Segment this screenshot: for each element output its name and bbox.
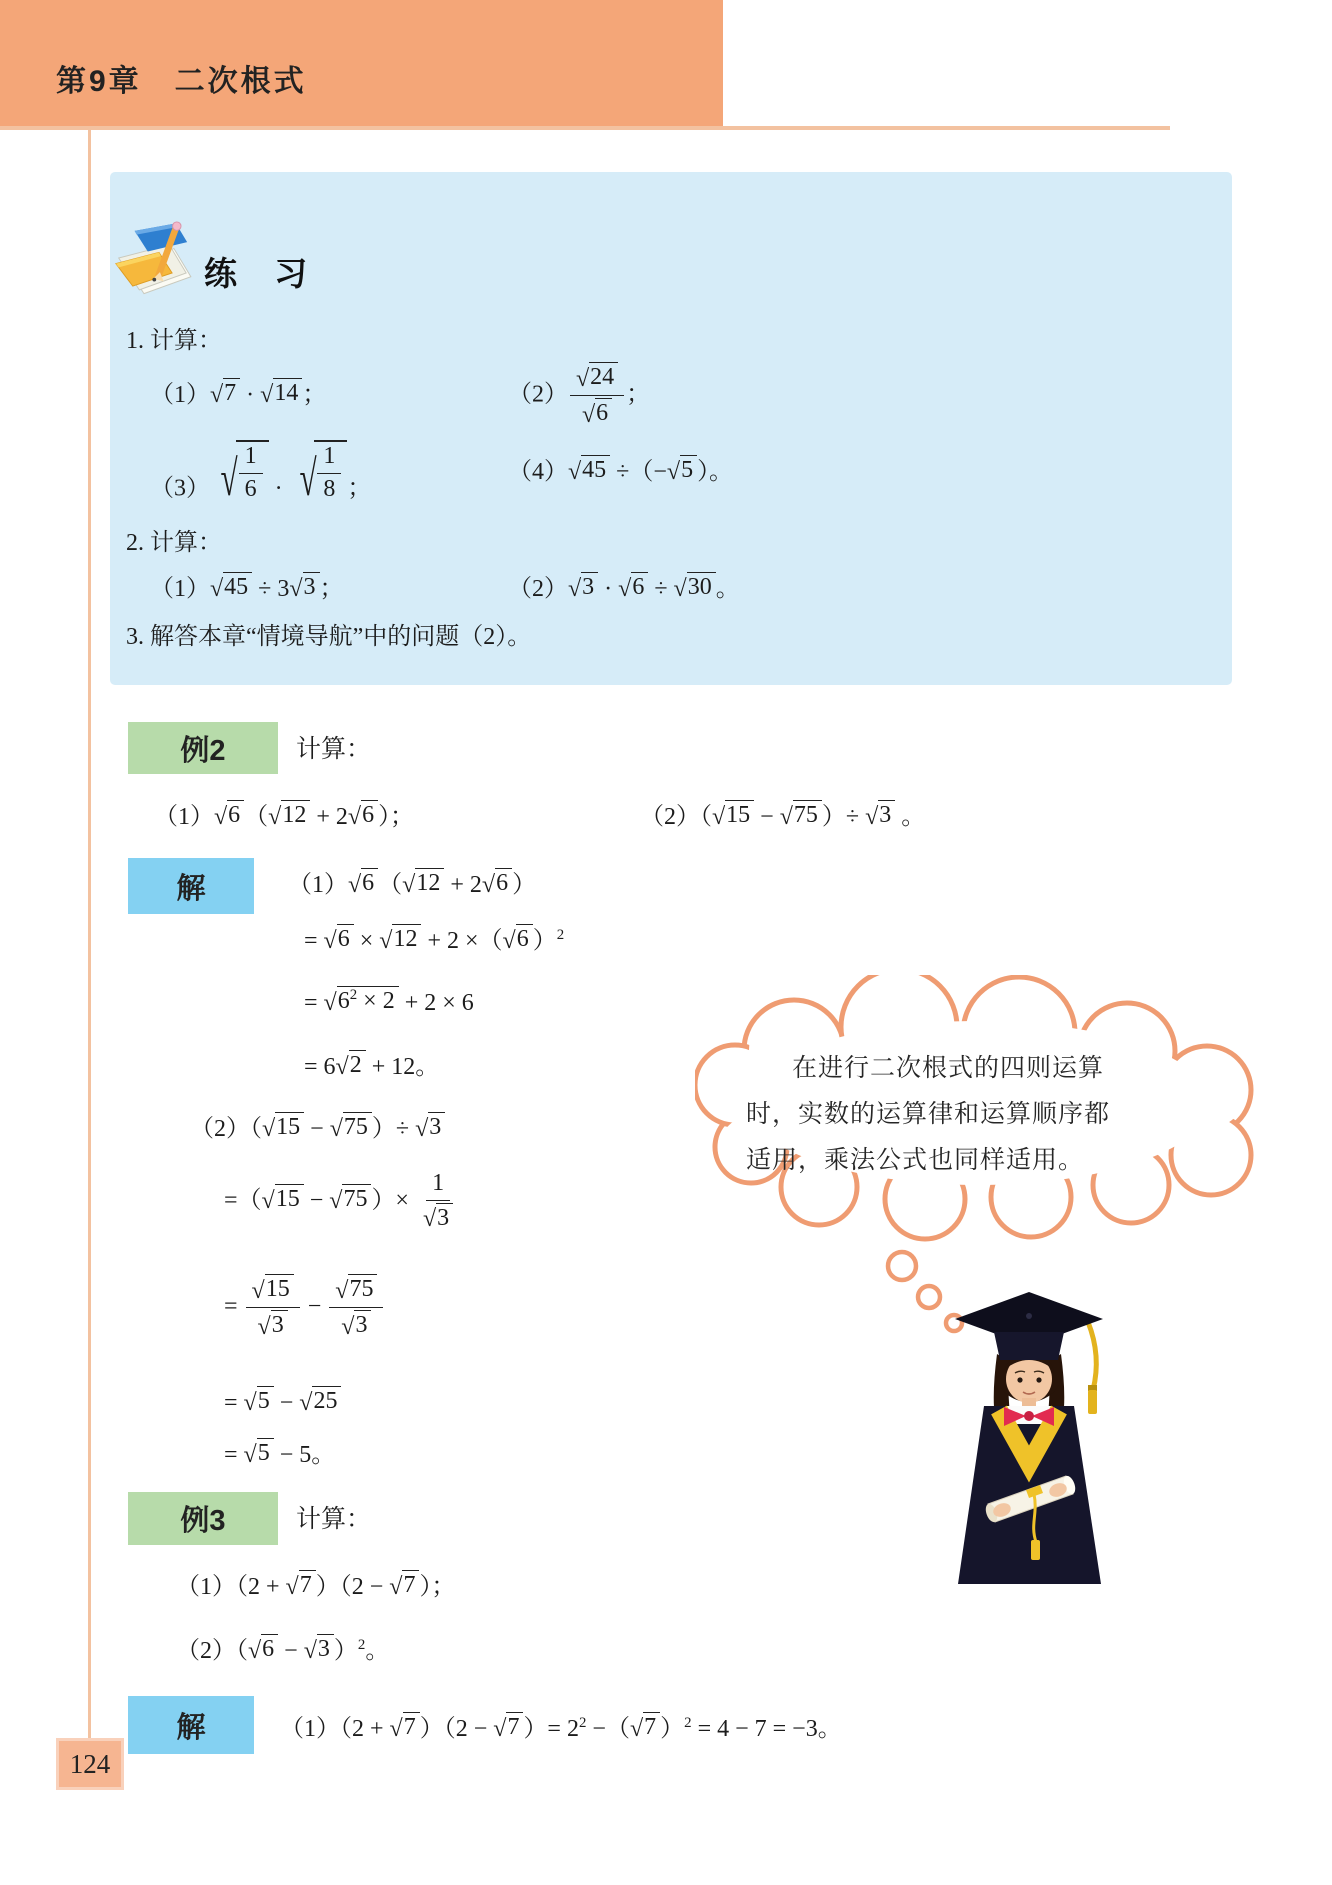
solution3-badge: 解: [128, 1696, 254, 1754]
page-number: 124: [69, 1748, 111, 1779]
solution2-part2-step1: =（ √ 15 − √ 75 ）× 1 √ 3: [224, 1170, 461, 1234]
exercise-q1-item-3: （3） √ $\frac{1}{6}$ · √ $\frac{1}{8}$ ；: [150, 440, 371, 505]
solution2-part2-step3: = √ 5 − √ 25: [224, 1386, 341, 1419]
solution2-part1-head: （1） √ 6 （ √ 12 + 2 √ 6 ）: [288, 870, 537, 898]
solution2-part1-step2: = √ $6^2 \times 2$ + 2 × 6: [304, 987, 474, 1016]
exercise-q2-item-2: （2） √ 3 · √ 6 ÷ √ 30 。: [508, 574, 740, 602]
example2-problem-1: （1） √ 6 （ √ 12 + 2 √ 6 ）；: [154, 802, 415, 830]
exercise-q3: 3. 解答本章“情境导航”中的问题（2）。: [126, 624, 532, 650]
page-number-box: [56, 1738, 124, 1790]
notebooks-pencil-icon: [114, 218, 204, 298]
cloud-text-line: 适用，乘法公式也同样适用。: [746, 1147, 1085, 1174]
exercise-q1-item-4: （4） √ 45 ÷（− √ 5 ）。: [508, 457, 734, 485]
solution2-part1-step1: = √ 6 × √ 12 + 2 ×（ √ 6 ）$^2$: [304, 926, 565, 954]
exercise-q1-item-2: （2） √ 24 √ 6 ；: [508, 364, 651, 429]
solution2-part2-step2: = √ 15 √ 3 − √ 75 √ 3: [224, 1274, 385, 1342]
example3-intro: 计算：: [296, 1506, 372, 1533]
chapter-title: 第9章 二次根式: [56, 65, 307, 98]
left-rule-line: [88, 130, 91, 1738]
example3-badge: 例3: [128, 1492, 278, 1545]
exercise-q2-item-1: （1） √ 45 ÷ 3 √ 3 ；: [150, 574, 344, 602]
example3-problem-1: （1）（2 + √ 7 ）（2 − √ 7 ）；: [176, 1572, 456, 1600]
example2-problem-2: （2）（ √ 15 − √ 75 ）÷ √ 3 。: [640, 802, 926, 830]
solution2-part2-step4: = √ 5 − 5。: [224, 1440, 336, 1468]
exercise-q2-label: 2. 计算：: [126, 530, 222, 556]
solution2-part1-step3: = 6 √ 2 + 12。: [304, 1052, 440, 1080]
graduation-girl-photo: [952, 1292, 1107, 1584]
example3-problem-2: （2）（ √ 6 − √ 3 ）$^2$。: [176, 1636, 390, 1664]
cloud-text-line: 在进行二次根式的四则运算: [792, 1055, 1105, 1082]
chapter-header-bar: [0, 0, 723, 130]
example2-badge: 例2: [128, 722, 278, 774]
solution2-badge: 解: [128, 858, 254, 914]
solution2-part2-head: （2）（ √ 15 − √ 75 ）÷ √ 3: [190, 1112, 445, 1145]
solution3-line: （1）（2 + √ 7 ）（2 − √ 7 ）= $2^2$ −（ √ 7 ）$^2$ = 4 − 7 = −3。: [280, 1714, 842, 1742]
cloud-text-line: 时，实数的运算律和运算顺序都: [746, 1101, 1111, 1128]
header-rule-line: [0, 126, 1170, 130]
example2-intro: 计算：: [296, 736, 372, 763]
exercise-title: 练 习: [204, 255, 322, 292]
exercise-q1-label: 1. 计算：: [126, 328, 222, 354]
exercise-q1-item-1: （1） √ 7 · √ 14 ；: [150, 380, 327, 408]
